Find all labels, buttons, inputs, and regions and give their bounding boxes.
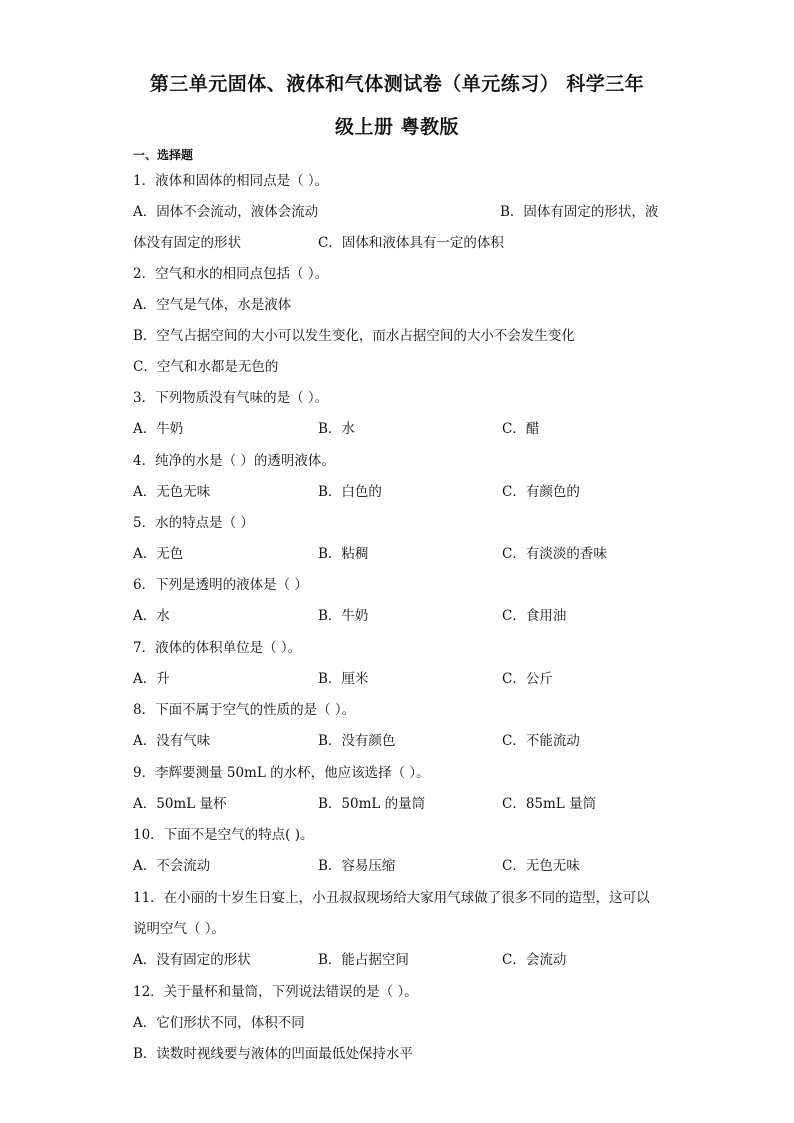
question-8-stem: 8．下面不属于空气的性质的是（ ）。 (133, 702, 356, 718)
question-8-option-c: C．不能流动 (502, 733, 580, 749)
question-4-option-c: C．有颜色的 (502, 484, 580, 500)
question-5-stem: 5．水的特点是（ ） (133, 515, 254, 531)
page-title-line-1: 第三单元固体、液体和气体测试卷（单元练习） 科学三年 (149, 73, 645, 95)
question-11-option-c: C．会流动 (502, 952, 567, 968)
question-1-option-c: C．固体和液体具有一定的体积 (318, 235, 504, 251)
question-4-stem: 4．纯净的水是（ ）的透明液体。 (133, 453, 335, 469)
section-heading: 一、选择题 (133, 148, 194, 162)
question-7-stem: 7．液体的体积单位是（ ）。 (133, 640, 302, 656)
question-6-option-b: B．牛奶 (318, 608, 369, 624)
question-9-option-b: B．50mL 的量筒 (318, 796, 426, 812)
question-5-option-b: B．粘稠 (318, 546, 369, 562)
question-10-stem: 10．下面不是空气的特点( )。 (133, 827, 314, 843)
question-10-option-c: C．无色无味 (502, 858, 580, 874)
question-9-option-a: A．50mL 量杯 (133, 796, 227, 812)
question-5-option-a: A．无色 (133, 546, 184, 562)
question-6-option-a: A．水 (133, 608, 170, 624)
question-3-option-b: B．水 (318, 421, 355, 437)
question-11-stem-continued: 说明空气（ ）。 (133, 921, 226, 937)
question-10-option-b: B．容易压缩 (318, 858, 396, 874)
question-11-option-a: A．没有固定的形状 (133, 952, 251, 968)
question-11-option-b: B．能占据空间 (318, 952, 409, 968)
question-8-option-a: A．没有气味 (133, 733, 211, 749)
question-6-option-c: C．食用油 (502, 608, 567, 624)
question-6-stem: 6．下列是透明的液体是（ ） (133, 577, 308, 593)
question-12-option-a: A．它们形状不同，体积不同 (133, 1015, 305, 1031)
question-3-stem: 3．下列物质没有气味的是（ ）。 (133, 390, 329, 406)
question-10-option-a: A．不会流动 (133, 858, 211, 874)
question-7-option-a: A．升 (133, 671, 170, 687)
question-4-option-a: A．无色无味 (133, 484, 211, 500)
page-title-line-2: 级上册 粤教版 (334, 116, 460, 138)
question-12-stem: 12．关于量杯和量筒，下列说法错误的是（ ）。 (133, 984, 418, 1000)
question-2-option-b: B．空气占据空间的大小可以发生变化，而水占据空间的大小不会发生变化 (133, 328, 575, 344)
question-1-stem: 1．液体和固体的相同点是（ ）。 (133, 173, 329, 189)
question-2-stem: 2．空气和水的相同点包括（ ）。 (133, 266, 329, 282)
question-1-option-a: A．固体不会流动，液体会流动 (133, 204, 319, 220)
question-7-option-b: B．厘米 (318, 671, 369, 687)
question-4-option-b: B．白色的 (318, 484, 382, 500)
question-1-option-b: B．固体有固定的形状，液 (500, 204, 659, 220)
question-9-option-c: C．85mL 量筒 (502, 796, 597, 812)
question-3-option-c: C．醋 (502, 421, 540, 437)
question-12-option-b: B．读数时视线要与液体的凹面最低处保持水平 (133, 1046, 413, 1062)
question-11-stem: 11．在小丽的十岁生日宴上，小丑叔叔现场给大家用气球做了很多不同的造型，这可以 (133, 890, 650, 906)
question-1-option-b-continued: 体没有固定的形状 (133, 235, 241, 251)
question-2-option-a: A．空气是气体，水是液体 (133, 297, 292, 313)
question-9-stem: 9．李辉要测量 50mL 的水杯，他应该选择（ ）。 (133, 765, 430, 781)
question-2-option-c: C．空气和水都是无色的 (133, 359, 279, 375)
question-5-option-c: C．有淡淡的香味 (502, 546, 607, 562)
question-3-option-a: A．牛奶 (133, 421, 184, 437)
question-7-option-c: C．公斤 (502, 671, 553, 687)
question-8-option-b: B．没有颜色 (318, 733, 396, 749)
